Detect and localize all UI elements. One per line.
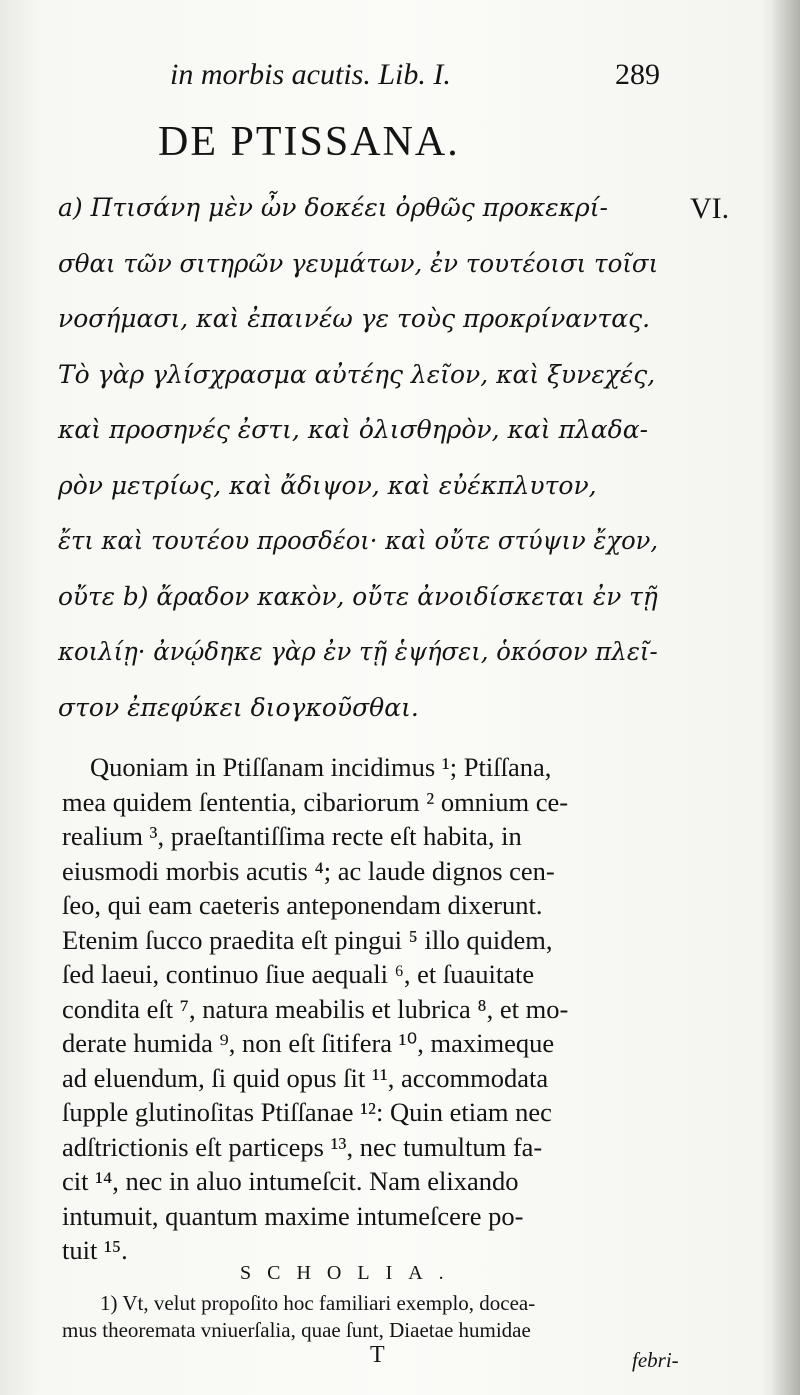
section-title: DE PTISSANA.	[158, 119, 460, 165]
latin-line: ad eluendum, ſi quid opus ſit ¹¹, accommodata	[62, 1062, 549, 1093]
greek-line: καὶ προσηνές ἐστι, καὶ ὀλισθηρὸν, καὶ πλαδα-	[58, 415, 649, 444]
latin-line: derate humida ⁹, non eſt ſitifera ¹⁰, maximeque	[62, 1028, 555, 1058]
signature-mark: T	[370, 1342, 385, 1368]
greek-line: νοσήμασι, καὶ ἐπαινέω γε τοὺς προκρίναντας.	[58, 304, 651, 333]
scholia-line: mus theoremata vniuerſalia, quae ſunt, Diaetae humidae	[62, 1318, 531, 1342]
latin-line: Etenim ſucco praedita eſt pingui ⁵ illo quidem,	[62, 924, 553, 955]
latin-line: cit ¹⁴, nec in aluo intumeſcit. Nam elixando	[62, 1166, 519, 1196]
scholia-block	[62, 1290, 682, 1344]
latin-line: Quoniam in Ptiſſanam incidimus ¹; Ptiſſana,	[90, 752, 552, 782]
latin-line: eiusmodi morbis acutis ⁴; ac laude dignos cen-	[62, 855, 555, 886]
latin-line: realium ³, praeſtantiſſima recte eſt habita, in	[62, 821, 522, 851]
greek-line: Τὸ γὰρ γλίσχρασμα αὐτέης λεῖον, καὶ ξυνεχές,	[58, 359, 656, 389]
greek-line: σθαι τῶν σιτηρῶν γευμάτων, ἐν τουτέοισι τοῖσι	[58, 248, 659, 278]
latin-line: ſed laeui, continuo ſiue aequali ⁶, et ſuauitate	[62, 959, 535, 989]
latin-line: tuit ¹⁵.	[62, 1235, 128, 1265]
latin-line: adſtrictionis eſt particeps ¹³, nec tumultum fa-	[62, 1131, 543, 1162]
margin-chapter-number: VI.	[690, 192, 730, 225]
latin-line: intumuit, quantum maxime intumeſcere po-	[62, 1200, 524, 1231]
greek-line: ρὸν μετρίως, καὶ ἄδιψον, καὶ εὐέκπλυτον,	[58, 470, 597, 500]
running-title: in morbis acutis. Lib. I.	[170, 58, 451, 91]
greek-line: ἔτι καὶ τουτέου προσδέοι· καὶ οὔτε στύψιν ἔχον,	[58, 526, 659, 555]
greek-line: κοιλίῃ· ἀνῴδηκε γὰρ ἐν τῇ ἑψήσει, ὁκόσον πλεῖ-	[58, 637, 658, 666]
greek-line: a) Πτισάνη μὲν ὦν δοκέει ὀρθῶς προκεκρί-	[58, 193, 608, 222]
greek-line: οὔτε b) ἄραδον κακὸν, οὔτε ἀνοιδίσκεται ἐν τῇ	[58, 581, 658, 611]
latin-line: condita eſt ⁷, natura meabilis et lubrica ⁸, et mo-	[62, 993, 569, 1024]
latin-line: ſeo, qui eam caeteris anteponendam dixerunt.	[62, 890, 543, 920]
page-number: 289	[615, 58, 660, 91]
latin-translation-block	[62, 750, 682, 1268]
scholia-heading: SCHOLIA.	[240, 1262, 460, 1284]
page-edge-shadow	[770, 0, 800, 1395]
latin-line: ſupple glutinoſitas Ptiſſanae ¹²: Quin etiam nec	[62, 1097, 552, 1127]
greek-line: στον ἐπεφύκει διογκοῦσθαι.	[58, 692, 419, 722]
scholia-line: 1) Vt, velut propoſito hoc familiari exemplo, docea-	[100, 1291, 536, 1315]
greek-text-block	[58, 180, 658, 735]
catchword: febri-	[632, 1348, 679, 1372]
latin-line: mea quidem ſententia, cibariorum ² omnium ce-	[62, 786, 569, 817]
